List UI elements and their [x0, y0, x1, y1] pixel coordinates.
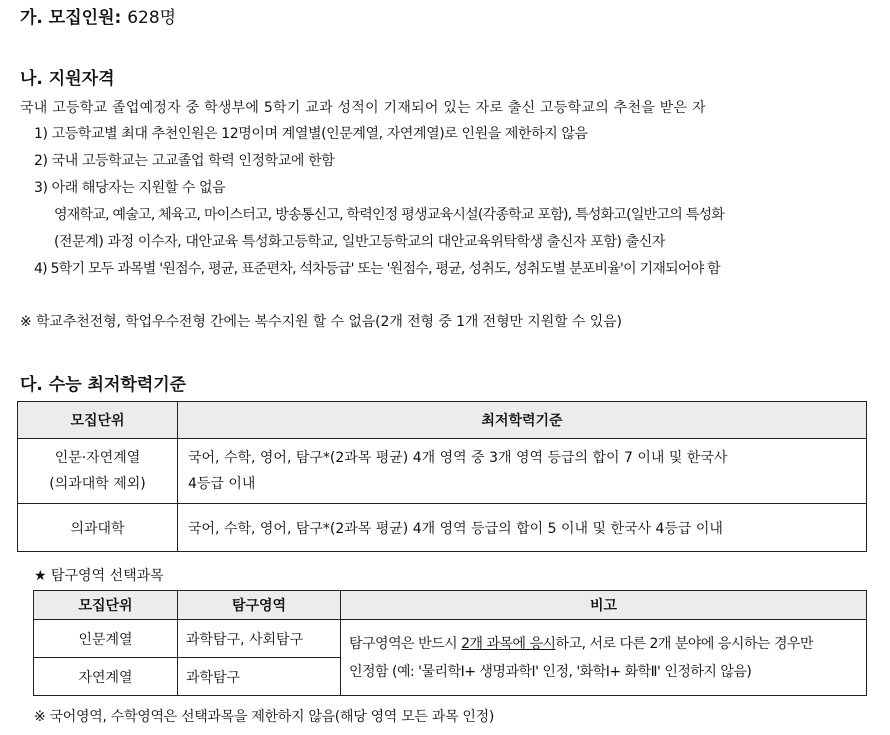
- criteria-line: 국어, 수학, 영어, 탐구*(2과목 평균) 4개 영역 중 3개 영역 등급의 합이 7 이내 및 한국사: [188, 450, 728, 466]
- table-header-unit: 모집단위: [34, 591, 178, 620]
- table-cell-area: 과학탐구: [178, 658, 341, 696]
- remark-text: 탐구영역은 반드시: [349, 635, 462, 652]
- remark-line: 인정함 (예: '물리학Ⅰ+ 생명과학Ⅰ' 인정, '화학Ⅰ+ 화학Ⅱ' 인정하지 않음): [349, 663, 752, 680]
- table-header-remark: 비고: [341, 591, 867, 620]
- criteria-line: 4등급 이내: [188, 476, 256, 492]
- eligibility-item-3-line-2: (전문계) 과정 이수자, 대안교육 특성화고등학교, 일반고등학교의 대안교육위탁학생 출신자 포함) 출신자: [54, 234, 665, 250]
- table-cell-area: 과학탐구, 사회탐구: [178, 620, 341, 658]
- recruit-count-heading: [20, 3, 176, 28]
- table-row: [18, 439, 867, 504]
- recruit-count-value: 628명: [127, 8, 177, 28]
- table-cell-unit: 인문계열: [34, 620, 178, 658]
- eligibility-note: ※ 학교추천전형, 학업우수전형 간에는 복수지원 할 수 없음(2개 전형 중 1개 전형만 지원할 수 있음): [20, 314, 622, 330]
- unit-line: 인문·자연계열: [54, 450, 141, 466]
- table-row: [34, 620, 867, 658]
- eligibility-item-1: 1) 고등학교별 최대 추천인원은 12명이며 계열별(인문계열, 자연계열)로 인원을 제한하지 않음: [34, 126, 588, 142]
- remark-line: [349, 630, 866, 658]
- table-cell-unit: 자연계열: [34, 658, 178, 696]
- csat-minimum-heading: 다. 수능 최저학력기준: [20, 375, 187, 395]
- csat-criteria-table: [17, 401, 867, 552]
- table-cell-criteria: [178, 439, 867, 504]
- eligibility-item-3: 3) 아래 해당자는 지원할 수 없음: [34, 180, 226, 196]
- table-header-area: 탐구영역: [178, 591, 341, 620]
- recruit-count-label: 가. 모집인원:: [20, 8, 122, 28]
- eligibility-item-4: 4) 5학기 모두 과목별 '원점수, 평균, 표준편차, 석차등급' 또는 '원점수, 평균, 성취도, 성취도별 분포비율'이 기재되어야 함: [34, 261, 720, 277]
- table-cell-criteria: 국어, 수학, 영어, 탐구*(2과목 평균) 4개 영역 등급의 합이 5 이내 및 한국사 4등급 이내: [178, 504, 867, 552]
- table-cell-unit: [18, 439, 178, 504]
- inquiry-subject-table: [33, 590, 867, 696]
- remark-underlined-text: 2개 과목에 응시: [461, 635, 556, 652]
- eligibility-intro: 국내 고등학교 졸업예정자 중 학생부에 5학기 교과 성적이 기재되어 있는 자로 출신 고등학교의 추천을 받은 자: [20, 100, 706, 116]
- star-note: ★ 탐구영역 선택과목: [34, 568, 164, 584]
- table-cell-unit: 의과대학: [18, 504, 178, 552]
- eligibility-item-2: 2) 국내 고등학교는 고교졸업 학력 인정학교에 한함: [34, 153, 335, 169]
- eligibility-heading: 나. 지원자격: [20, 69, 115, 89]
- table-header-unit: 모집단위: [18, 402, 178, 439]
- remark-text: 하고, 서로 다른 2개 분야에 응시하는 경우만: [555, 635, 814, 652]
- table-cell-remark: [341, 620, 867, 696]
- eligibility-item-3-line-1: 영재학교, 예술고, 체육고, 마이스터고, 방송통신고, 학력인정 평생교육시설(각종학교 포함), 특성화고(일반고의 특성화: [54, 207, 725, 223]
- bottom-note: ※ 국어영역, 수학영역은 선택과목을 제한하지 않음(해당 영역 모든 과목 인정): [34, 709, 494, 725]
- table-row: [18, 504, 867, 552]
- unit-line: (의과대학 제외): [49, 476, 146, 492]
- table-header-criteria: 최저학력기준: [178, 402, 867, 439]
